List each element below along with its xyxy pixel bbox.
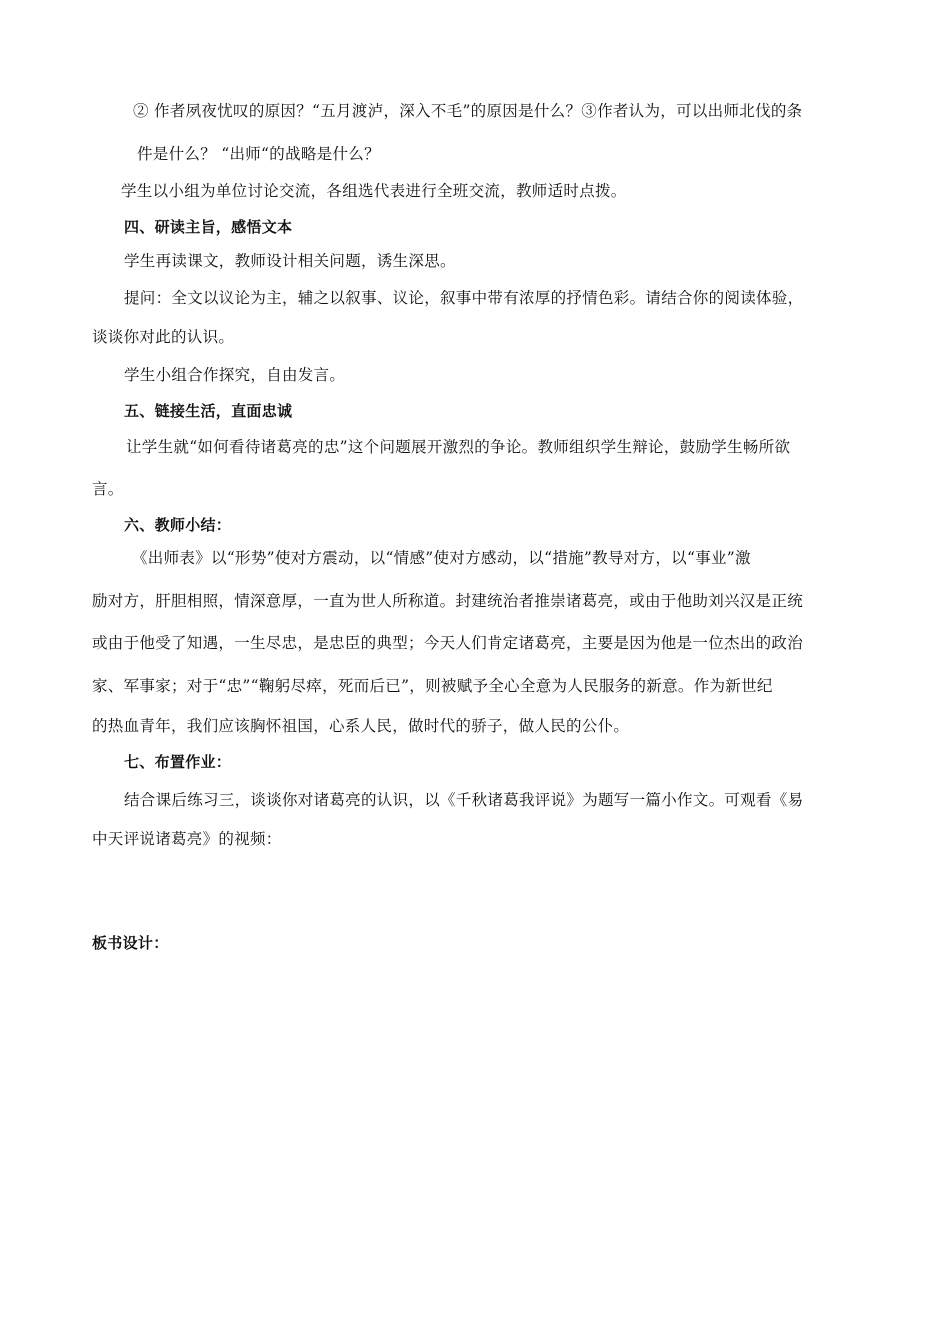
discussion-paragraph: 学生以小组为单位讨论交流，各组选代表进行全班交流，教师适时点拨。: [121, 182, 627, 200]
section-6-heading: 六、教师小结：: [124, 516, 232, 534]
section-7-heading: 七、布置作业：: [124, 753, 232, 771]
section-4-paragraph-1: 学生再读课文，教师设计相关问题，诱生深思。: [124, 252, 456, 270]
section-6-line-2: 励对方，肝胆相照，情深意厚，一直为世人所称道。封建统治者推崇诸葛亮，或由于他助刘兴汉是正统: [92, 592, 804, 610]
section-5-heading: 五、链接生活，直面忠诚: [124, 402, 293, 420]
section-7-line-2: 中天评说诸葛亮》的视频：: [92, 830, 282, 848]
section-7-line-1: 结合课后练习三，谈谈你对诸葛亮的认识，以《千秋诸葛我评说》为题写一篇小作文。可观看《易: [124, 791, 804, 809]
section-5-paragraph-line-2: 言。: [92, 480, 124, 498]
question-line-2: 件是什么？ “出师“的战略是什么？: [137, 145, 380, 163]
section-4-paragraph-2-line-2: 谈谈你对此的认识。: [92, 328, 235, 346]
board-design-heading: 板书设计：: [92, 934, 169, 952]
section-6-line-4: 家、军事家；对于“忠”“鞠躬尽瘁，死而后已”，则被赋予全心全意为人民服务的新意。作为新世纪: [92, 677, 773, 695]
section-6-line-3: 或由于他受了知遇，一生尽忠，是忠臣的典型；今天人们肯定诸葛亮，主要是因为他是一位杰出的政治: [92, 634, 804, 652]
section-4-heading: 四、研读主旨，感悟文本: [124, 218, 293, 236]
section-4-paragraph-2-line-1: 提问：全文以议论为主，辅之以叙事、议论，叙事中带有浓厚的抒情色彩。请结合你的阅读体验，: [124, 289, 804, 307]
section-6-line-5: 的热血青年，我们应该胸怀祖国，心系人民，做时代的骄子，做人民的公仆。: [92, 717, 630, 735]
section-5-paragraph-line-1: 让学生就“如何看待诸葛亮的忠”这个问题展开激烈的争论。教师组织学生辩论，鼓励学生畅所欲: [126, 438, 791, 456]
section-4-paragraph-3: 学生小组合作探究，自由发言。: [124, 366, 346, 384]
question-line-1: ② 作者夙夜忧叹的原因？“五月渡泸，深入不毛”的原因是什么？③作者认为，可以出师北伐的条: [133, 102, 803, 120]
section-6-line-1: 《出师表》以“形势”使对方震动，以“情感”使对方感动，以“措施”教导对方，以“事业”激: [132, 549, 751, 567]
